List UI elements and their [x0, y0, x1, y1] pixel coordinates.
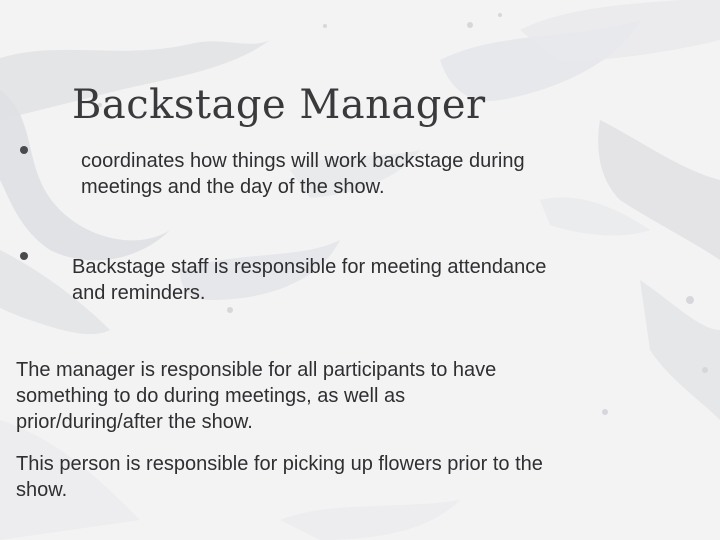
bullet-item-backstage-staff: [72, 254, 672, 306]
paragraph-line: show.: [16, 479, 68, 501]
bullet-dot-icon: [20, 252, 28, 260]
paragraph-flowers: [16, 451, 696, 503]
slide-title: Backstage Manager: [72, 82, 486, 128]
paragraph-line: something to do during meetings, as well as: [16, 385, 406, 407]
bullet-line: coordinates how things will work backstage during: [81, 150, 525, 172]
bullet-line: and reminders.: [72, 282, 206, 304]
bullet-item-coordinates: [81, 148, 641, 200]
paragraph-line: The manager is responsible for all participants to have: [16, 359, 497, 381]
bullet-line: meetings and the day of the show.: [81, 176, 385, 198]
bullet-line: Backstage staff is responsible for meeting attendance: [72, 256, 547, 278]
paragraph-line: prior/during/after the show.: [16, 411, 253, 433]
paragraph-line: This person is responsible for picking up flowers prior to the: [16, 453, 543, 475]
bullet-dot-icon: [20, 146, 28, 154]
paragraph-manager-responsibility: [16, 357, 696, 435]
